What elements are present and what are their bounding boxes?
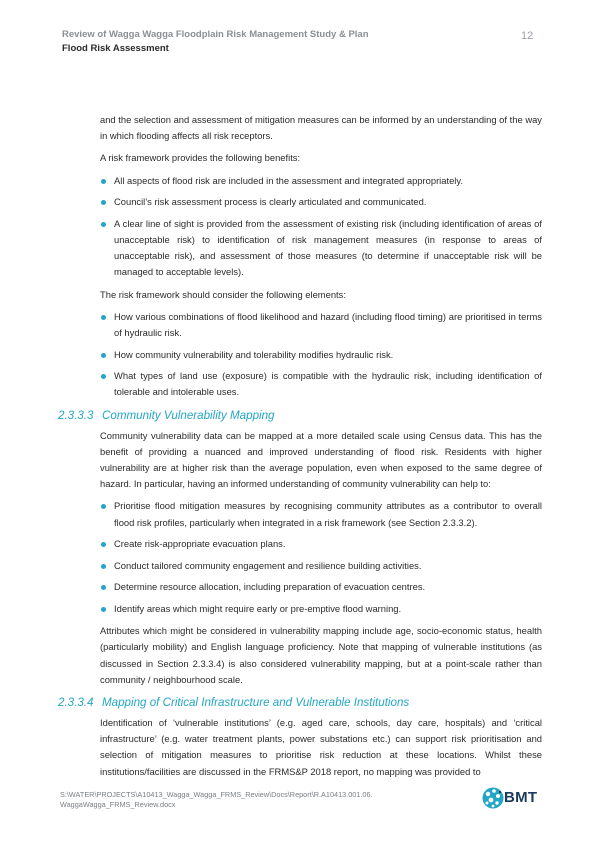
list-item xyxy=(100,558,542,574)
list-item xyxy=(100,173,542,189)
section-number: 2.3.3.4 xyxy=(58,696,94,710)
bmt-logo xyxy=(482,784,548,812)
bullet-list xyxy=(100,173,542,281)
document-body xyxy=(58,112,542,786)
paragraph: Identification of ‘vulnerable institutions’ (e.g. aged care, schools, day care, hospitals) and ‘critical infrastructure’ (e.g. water treatment plants, power substations etc.) can support risk prioritisation and selection of mitigation measures to prioritise risk reduction at these locations. Whilst these institutions/facilities are discussed in the FRMS&P 2018 report, no mapping was provided to xyxy=(100,717,542,777)
bmt-globe-icon xyxy=(482,785,506,811)
list-item-text: All aspects of flood risk are included in the assessment and integrated appropriately. xyxy=(114,174,463,186)
footer-path-line: WaggaWagga_FRMS_Review.docx xyxy=(60,799,176,809)
logo-wordmark: BMT xyxy=(504,789,538,806)
list-item-text: Council’s risk assessment process is clearly articulated and communicated. xyxy=(114,196,427,208)
list-item xyxy=(100,216,542,281)
section-heading xyxy=(58,695,542,711)
header-title: Review of Wagga Wagga Floodplain Risk Management Study & Plan xyxy=(62,29,369,40)
bullet-list xyxy=(100,498,542,617)
list-item-text: Determine resource allocation, including preparation of evacuation centres. xyxy=(114,581,426,593)
list-item-text: Identify areas which might require early or pre-emptive flood warning. xyxy=(114,603,402,614)
list-item xyxy=(100,579,542,595)
page-number: 12 xyxy=(521,30,534,42)
list-item-text: What types of land use (exposure) is compatible with the hydraulic risk, including identification of tolerable and intolerable uses. xyxy=(114,370,542,398)
footer-file-path xyxy=(60,790,373,809)
paragraph: A risk framework provides the following benefits: xyxy=(100,152,301,164)
list-item-text: Create risk-appropriate evacuation plans. xyxy=(114,538,286,550)
paragraph: Community vulnerability data can be mapped at a more detailed scale using Census data. This has the benefit of providing a nuanced and improved understanding of flood risk. Residents with higher vulnerability are at higher risk than the average population, even when exposed to the same degree of hazard. In particular, having an informed understanding of community vulnerability can help to: xyxy=(100,429,542,490)
section-title: Mapping of Critical Infrastructure and Vulnerable Institutions xyxy=(102,696,410,710)
bullet-icon xyxy=(101,353,106,358)
list-item xyxy=(100,536,542,552)
bullet-icon xyxy=(101,222,106,227)
bullet-icon xyxy=(101,542,106,547)
bullet-icon xyxy=(101,585,106,590)
list-item xyxy=(100,347,542,363)
bullet-icon xyxy=(101,179,106,184)
list-item xyxy=(100,498,542,530)
list-item-text: A clear line of sight is provided from the assessment of existing risk (including identification of areas of unacceptable risk) to identification of risk management measures (in response to areas of unacceptable risk), and assessment of those measures (to determine if unacceptable risk will be managed to acceptable levels). xyxy=(114,217,542,278)
section-title: Community Vulnerability Mapping xyxy=(102,408,275,422)
header-subtitle: Flood Risk Assessment xyxy=(62,43,169,54)
list-item xyxy=(100,309,542,341)
bullet-icon xyxy=(101,564,106,569)
list-item xyxy=(100,368,542,400)
paragraph: and the selection and assessment of mitigation measures can be informed by an understanding of the way in which flooding affects all risk receptors. xyxy=(100,114,542,142)
bullet-icon xyxy=(101,315,106,320)
bullet-icon xyxy=(101,200,106,205)
bullet-icon xyxy=(101,374,106,379)
list-item xyxy=(100,601,542,617)
list-item-text: How various combinations of flood likelihood and hazard (including flood timing) are prioritised in terms of hydraulic risk. xyxy=(114,310,542,339)
bullet-icon xyxy=(101,607,106,612)
list-item-text: How community vulnerability and tolerability modifies hydraulic risk. xyxy=(114,348,394,360)
bullet-list xyxy=(100,309,542,401)
bullet-icon xyxy=(101,504,106,509)
list-item-text: Conduct tailored community engagement and resilience building activities. xyxy=(114,559,422,571)
paragraph: The risk framework should consider the following elements: xyxy=(100,288,346,300)
list-item-text: Prioritise flood mitigation measures by recognising community attributes as a contributor to overall flood risk profiles, particularly when integrated in a risk framework (see Section 2.3.3.2). xyxy=(114,500,542,528)
list-item xyxy=(100,194,542,210)
paragraph: Attributes which might be considered in vulnerability mapping include age, socio-economic status, health (particularly mobility) and English language proficiency. Note that mapping of vulnerable institutions (as discussed in Section 2.3.3.4) is also considered vulnerability mapping, but at a point-scale rather than community / neighbourhood scale. xyxy=(100,625,542,685)
section-heading xyxy=(58,408,542,424)
section-number: 2.3.3.3 xyxy=(58,408,94,422)
footer-path-line: S:\WATER\PROJECTS\A10413_Wagga_Wagga_FRMS_Review\Docs\Report\R.A10413.001.06. xyxy=(60,790,373,799)
